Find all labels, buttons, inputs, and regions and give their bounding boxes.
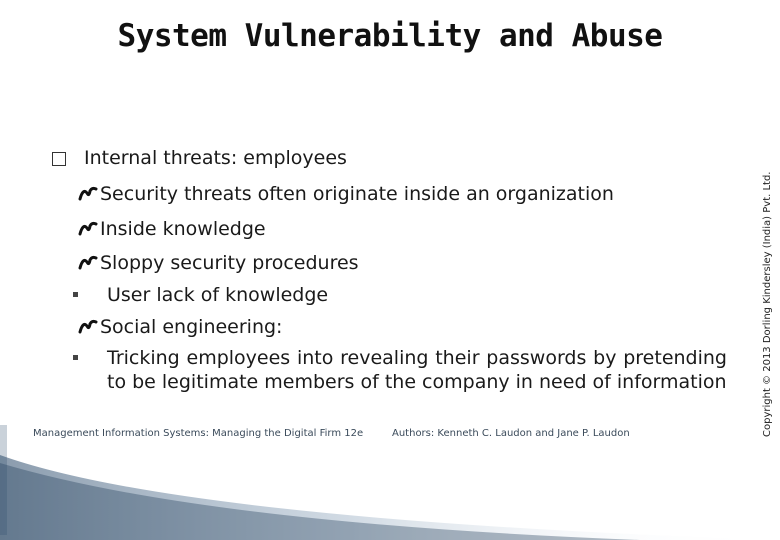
sub-bullet-text: Social engineering: [100,316,283,338]
swirl-icon [78,221,98,237]
slide-title: System Vulnerability and Abuse [117,18,663,54]
footer-authors: Authors: Kenneth C. Laudon and Jane P. Laudon [392,428,630,439]
square-bullet-icon [73,355,78,360]
footer-book-title: Management Information Systems: Managing the Digital Firm 12e [33,428,364,439]
sub-bullet-text: Security threats often originate inside an organization [100,183,614,205]
sub-sub-bullet-text: User lack of knowledge [107,284,329,306]
square-bullet-icon [73,292,78,297]
footer-decoration [0,425,780,540]
sub-sub-bullet-text: Tricking employees into revealing their passwords by pretending to be legitimate members of the company in need of information [107,347,727,393]
swirl-icon [78,319,98,335]
checkbox-icon [52,152,66,166]
sub-bullet-text: Inside knowledge [100,218,266,240]
main-bullet-text: Internal threats: employees [84,147,347,169]
swirl-icon [78,255,98,271]
sub-bullet-text: Sloppy security procedures [100,252,359,274]
copyright-notice: Copyright © 2013 Dorling Kindersley (India) Pvt. Ltd. [762,171,773,437]
swirl-icon [78,186,98,202]
